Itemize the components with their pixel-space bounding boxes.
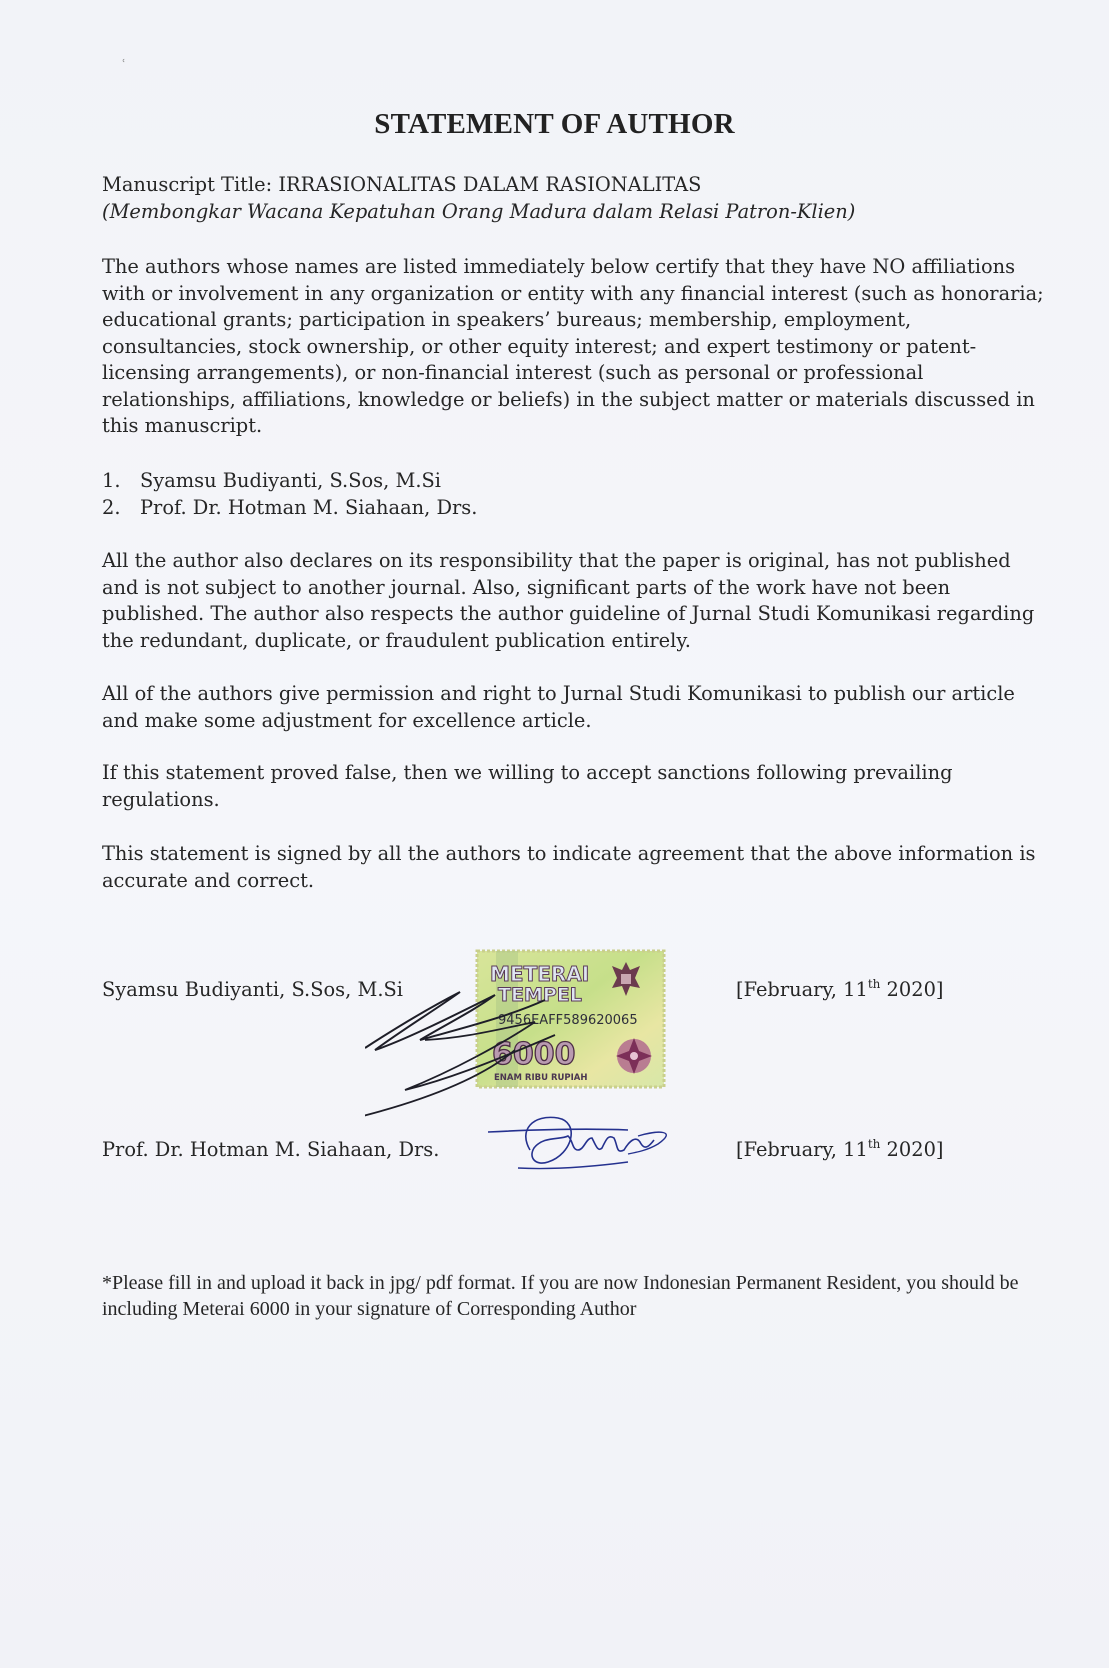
author-list bbox=[102, 468, 1052, 521]
date-ordinal: th bbox=[867, 977, 881, 991]
stamp-caption: ENAM RIBU RUPIAH bbox=[494, 1073, 588, 1083]
signer-name-2: Prof. Dr. Hotman M. Siahaan, Drs. bbox=[102, 1138, 440, 1161]
author-name: Syamsu Budiyanti, S.Sos, M.Si bbox=[140, 469, 441, 492]
agreement-paragraph: This statement is signed by all the authors to indicate agreement that the above information is accurate and correct. bbox=[102, 842, 1036, 892]
permission-paragraph: All of the authors give permission and right to Jurnal Studi Komunikasi to publish our article and make some adjustment for excellence article. bbox=[102, 682, 1015, 732]
author-name: Prof. Dr. Hotman M. Siahaan, Drs. bbox=[140, 495, 478, 519]
stamp-value: 6000 bbox=[492, 1037, 576, 1072]
date-year: 2020] bbox=[880, 1138, 944, 1161]
author-number: 1. bbox=[102, 469, 121, 492]
author-list-item bbox=[102, 468, 1052, 495]
signature-date-2 bbox=[736, 1137, 943, 1161]
date-ordinal: th bbox=[867, 1137, 881, 1151]
manuscript-title-line: Manuscript Title: IRRASIONALITAS DALAM RASIONALITAS bbox=[102, 173, 702, 196]
signature-2 bbox=[488, 1110, 698, 1175]
manuscript-subtitle: (Membongkar Wacana Kepatuhan Orang Madura dalam Relasi Patron-Klien) bbox=[102, 199, 856, 223]
sanction-paragraph: If this statement proved false, then we willing to accept sanctions following prevailing regulations. bbox=[102, 761, 953, 811]
date-text: [February, 11 bbox=[736, 1138, 868, 1161]
author-list-item bbox=[102, 495, 1052, 522]
manuscript-title bbox=[102, 172, 1052, 225]
footnote: *Please fill in and upload it back in jpg/ pdf format. If you are now Indonesian Permanent Resident, you should be including Meterai 6000 in your signature of Corresponding Author bbox=[102, 1272, 1019, 1320]
signature-1 bbox=[365, 980, 565, 1120]
paper-speck: ʿ bbox=[122, 57, 126, 71]
date-text: [February, 11 bbox=[736, 978, 868, 1001]
stamp-line1: METERAI bbox=[490, 962, 590, 986]
author-number: 2. bbox=[102, 495, 121, 519]
document-title: STATEMENT OF AUTHOR bbox=[374, 108, 735, 140]
date-year: 2020] bbox=[880, 978, 944, 1001]
disclosure-paragraph: The authors whose names are listed immediately below certify that they have NO affiliations with or involvement in any organization or entity with any financial interest (such as honoraria; educational grants; participation in speakers’ bureaus; membership, employment, consultancies, stock ownership, or other equity interest; and expert testimony or patent-licensing arrangements), or non-financial interest (such as personal or professional relationships, affiliations, knowledge or beliefs) in the subject matter or materials discussed in this manuscript. bbox=[102, 255, 1044, 437]
originality-paragraph: All the author also declares on its responsibility that the paper is original, has not published and is not subject to another journal. Also, significant parts of the work have not been published. The author also respects the author guideline of Jurnal Studi Komunikasi regarding the redundant, duplicate, or fraudulent publication entirely. bbox=[102, 549, 1035, 652]
stamp-line2: TEMPEL bbox=[498, 984, 582, 1006]
signature-date-1 bbox=[736, 977, 943, 1001]
signer-name-1: Syamsu Budiyanti, S.Sos, M.Si bbox=[102, 978, 403, 1001]
stamp-serial: 9456EAFF589620065 bbox=[498, 1013, 638, 1028]
